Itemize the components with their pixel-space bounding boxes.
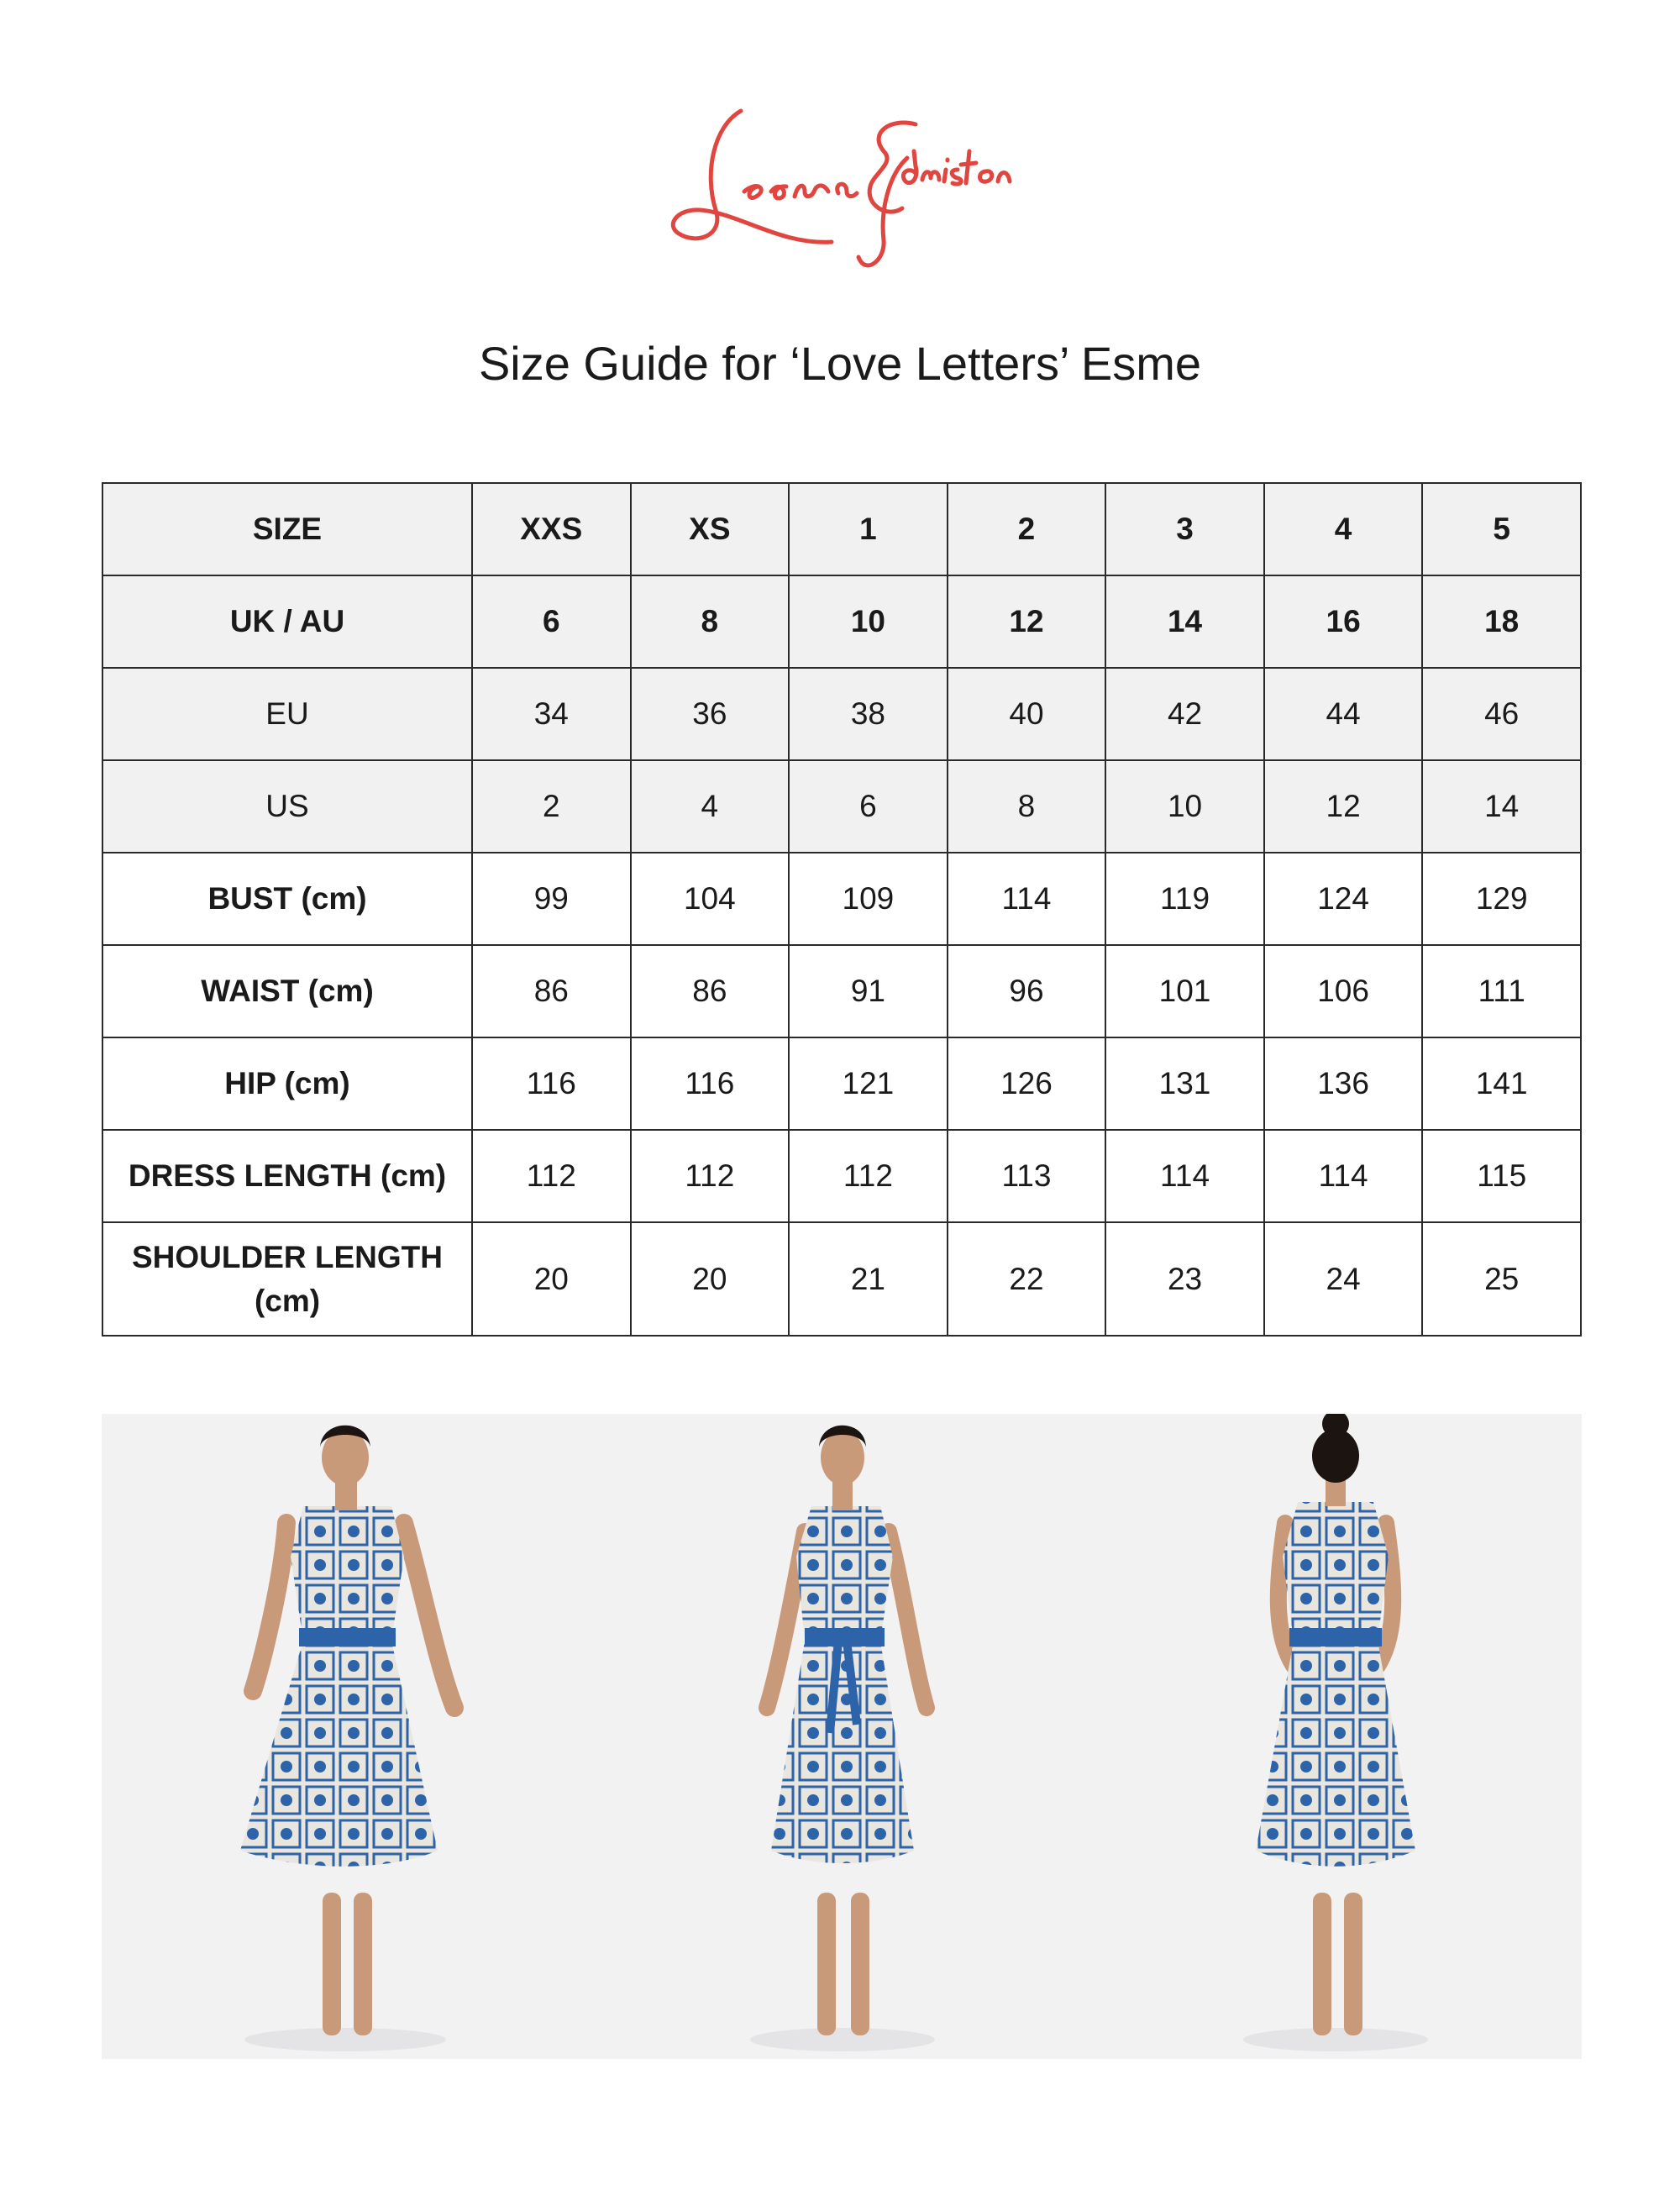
row-label: WAIST (cm) xyxy=(102,945,472,1037)
table-cell: 14 xyxy=(1422,760,1581,853)
table-cell: 126 xyxy=(948,1037,1106,1130)
model-side-figure xyxy=(595,1414,1088,2059)
brand-logo xyxy=(664,92,1025,286)
table-cell: 91 xyxy=(789,945,948,1037)
table-cell: 6 xyxy=(472,575,631,668)
table-row-dress-length xyxy=(102,1130,1581,1222)
table-cell: 46 xyxy=(1422,668,1581,760)
table-cell: 114 xyxy=(1264,1130,1423,1222)
table-cell: 86 xyxy=(472,945,631,1037)
table-cell: 24 xyxy=(1264,1222,1423,1336)
table-cell: 25 xyxy=(1422,1222,1581,1336)
table-cell: 20 xyxy=(631,1222,790,1336)
row-label: US xyxy=(102,760,472,853)
table-cell: 8 xyxy=(631,575,790,668)
table-cell: 101 xyxy=(1105,945,1264,1037)
table-cell: 86 xyxy=(631,945,790,1037)
row-label: HIP (cm) xyxy=(102,1037,472,1130)
table-row-size xyxy=(102,483,1581,575)
model-front-figure xyxy=(102,1414,595,2059)
row-label: SIZE xyxy=(102,483,472,575)
table-cell: 136 xyxy=(1264,1037,1423,1130)
table-cell: 111 xyxy=(1422,945,1581,1037)
product-photos xyxy=(102,1414,1582,2059)
table-cell: 10 xyxy=(789,575,948,668)
table-cell: 36 xyxy=(631,668,790,760)
table-cell: 114 xyxy=(948,853,1106,945)
table-cell: 20 xyxy=(472,1222,631,1336)
table-row-hip xyxy=(102,1037,1581,1130)
table-cell: 34 xyxy=(472,668,631,760)
table-cell: 116 xyxy=(472,1037,631,1130)
table-cell: 22 xyxy=(948,1222,1106,1336)
table-cell: 116 xyxy=(631,1037,790,1130)
table-cell: 104 xyxy=(631,853,790,945)
row-label: BUST (cm) xyxy=(102,853,472,945)
table-cell: 109 xyxy=(789,853,948,945)
row-label xyxy=(102,1222,472,1336)
table-cell: XXS xyxy=(472,483,631,575)
table-cell: 2 xyxy=(472,760,631,853)
model-photo-front xyxy=(102,1414,595,2059)
table-cell: 112 xyxy=(472,1130,631,1222)
table-row-waist xyxy=(102,945,1581,1037)
table-cell: 16 xyxy=(1264,575,1423,668)
table-cell: 21 xyxy=(789,1222,948,1336)
table-cell: 99 xyxy=(472,853,631,945)
table-cell: 8 xyxy=(948,760,1106,853)
table-cell: 42 xyxy=(1105,668,1264,760)
row-label-line: SHOULDER LENGTH xyxy=(132,1239,443,1274)
table-cell: 121 xyxy=(789,1037,948,1130)
row-label: UK / AU xyxy=(102,575,472,668)
row-label: DRESS LENGTH (cm) xyxy=(102,1130,472,1222)
table-cell: 40 xyxy=(948,668,1106,760)
table-cell: 96 xyxy=(948,945,1106,1037)
table-cell: 10 xyxy=(1105,760,1264,853)
table-row-eu xyxy=(102,668,1581,760)
table-cell: 18 xyxy=(1422,575,1581,668)
model-back-figure xyxy=(1088,1414,1581,2059)
table-cell: 14 xyxy=(1105,575,1264,668)
row-label: EU xyxy=(102,668,472,760)
table-cell: 6 xyxy=(789,760,948,853)
model-photo-side xyxy=(595,1414,1088,2059)
table-cell: 124 xyxy=(1264,853,1423,945)
table-cell: 112 xyxy=(631,1130,790,1222)
table-cell: XS xyxy=(631,483,790,575)
model-photo-back xyxy=(1088,1414,1581,2059)
table-cell: 4 xyxy=(1264,483,1423,575)
table-cell: 12 xyxy=(948,575,1106,668)
table-cell: 44 xyxy=(1264,668,1423,760)
table-row-us xyxy=(102,760,1581,853)
table-cell: 119 xyxy=(1105,853,1264,945)
page-title: Size Guide for ‘Love Letters’ Esme xyxy=(478,337,1202,390)
table-cell: 131 xyxy=(1105,1037,1264,1130)
table-cell: 129 xyxy=(1422,853,1581,945)
table-cell: 115 xyxy=(1422,1130,1581,1222)
table-cell: 113 xyxy=(948,1130,1106,1222)
table-cell: 141 xyxy=(1422,1037,1581,1130)
table-cell: 1 xyxy=(789,483,948,575)
table-cell: 106 xyxy=(1264,945,1423,1037)
table-cell: 112 xyxy=(789,1130,948,1222)
row-label-line: (cm) xyxy=(254,1283,321,1318)
table-cell: 114 xyxy=(1105,1130,1264,1222)
size-table xyxy=(102,482,1582,1337)
table-cell: 4 xyxy=(631,760,790,853)
table-row-shoulder-length xyxy=(102,1222,1581,1336)
table-row-bust xyxy=(102,853,1581,945)
table-cell: 23 xyxy=(1105,1222,1264,1336)
table-cell: 2 xyxy=(948,483,1106,575)
table-row-uk-au xyxy=(102,575,1581,668)
table-cell: 38 xyxy=(789,668,948,760)
table-cell: 5 xyxy=(1422,483,1581,575)
table-cell: 12 xyxy=(1264,760,1423,853)
table-cell: 3 xyxy=(1105,483,1264,575)
